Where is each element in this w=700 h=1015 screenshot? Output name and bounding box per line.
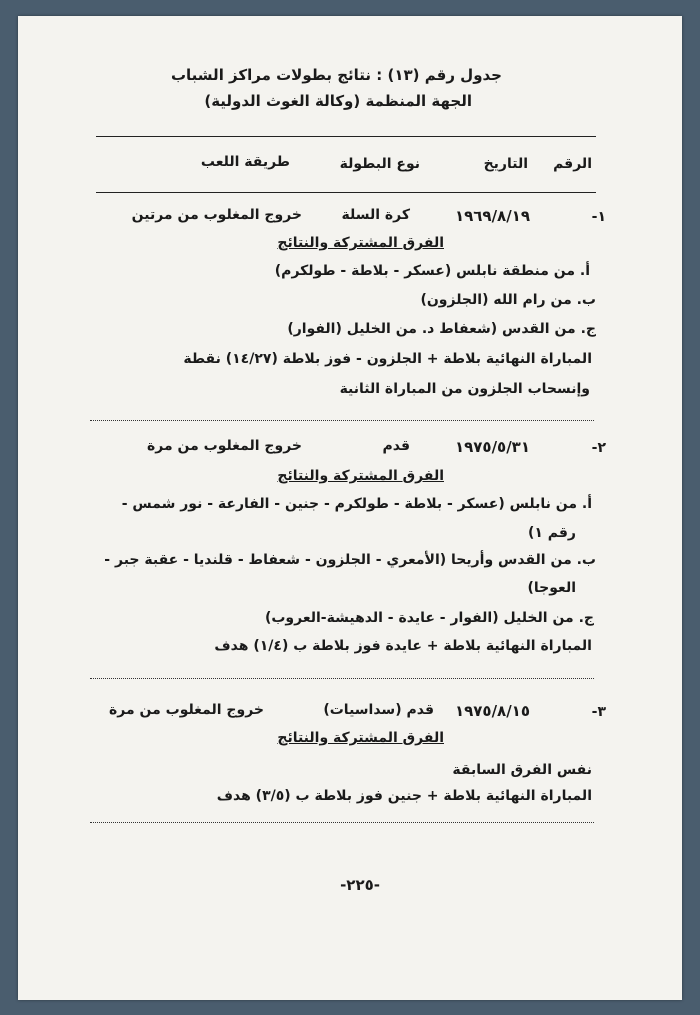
header-rule-top [96,136,596,137]
entry-3-line-2: المباراة النهائية بلاطة + جنين فوز بلاطة ب (٣/٥) هدف [216,788,592,804]
entry-1-date: ١٩٦٩/٨/١٩ [454,207,530,225]
separator-2 [90,678,594,679]
entry-1-line-2: ب. من رام الله (الجلزون) [420,292,596,308]
entry-2-line-5: ج. من الخليل (الفوار - عايدة - الدهيشة-العروب) [264,610,594,626]
entry-2-number: ٢- [591,440,606,456]
entry-2-line-4: العوجا) [527,580,576,596]
document-page [18,16,682,1000]
col-method: طريقة اللعب [200,154,290,170]
entry-1-type: كرة السلة [341,207,410,223]
entry-3-type: قدم (سداسيات) [323,702,434,718]
entry-1-line-4: المباراة النهائية بلاطة + الجلزون - فوز بلاطة (١٤/٢٧) نقطة [183,351,592,367]
entry-2-type: قدم [382,438,410,454]
entry-2-subheading: الفرق المشتركة والنتائج [277,468,444,484]
entry-3-number: ٣- [591,704,606,720]
col-number: الرقم [553,156,592,172]
separator-3 [90,822,594,823]
entry-2-date: ١٩٧٥/٥/٣١ [454,438,530,456]
organizer-line: الجهة المنظمة (وكالة الغوث الدولية) [204,92,472,110]
entry-2-line-1: أ. من نابلس (عسكر - بلاطة - طولكرم - جنين - الفارعة - نور شمس - [121,496,592,512]
col-date: التاريخ [483,156,528,172]
header-rule-bottom [96,192,596,193]
page-number: -٢٢٥- [340,876,380,894]
entry-1-method: خروج المغلوب من مرتين [131,207,302,223]
entry-2-line-6: المباراة النهائية بلاطة + عايدة فوز بلاطة ب (١/٤) هدف [214,638,592,654]
entry-2-line-3: ب. من القدس وأريحا (الأمعري - الجلزون - شعفاط - قلنديا - عقبة جبر - [104,552,596,568]
entry-3-line-1: نفس الفرق السابقة [452,762,592,778]
separator-1 [90,420,594,421]
entry-1-number: ١- [591,209,606,225]
entry-2-line-2: رقم ١) [527,525,576,541]
table-title: جدول رقم (١٣) : نتائج بطولات مراكز الشباب [170,66,502,84]
entry-3-date: ١٩٧٥/٨/١٥ [454,702,530,720]
entry-1-subheading: الفرق المشتركة والنتائج [277,235,444,251]
entry-3-subheading: الفرق المشتركة والنتائج [277,730,444,746]
entry-1-line-5: وإنسحاب الجلزون من المباراة الثانية [339,381,590,397]
col-type: نوع البطولة [339,156,420,172]
entry-1-line-1: أ. من منطقة نابلس (عسكر - بلاطة - طولكرم) [274,263,590,279]
entry-3-method: خروج المغلوب من مرة [108,702,264,718]
entry-1-line-3: ج. من القدس (شعفاط د. من الخليل (الفوار) [287,321,596,337]
entry-2-method: خروج المغلوب من مرة [146,438,302,454]
